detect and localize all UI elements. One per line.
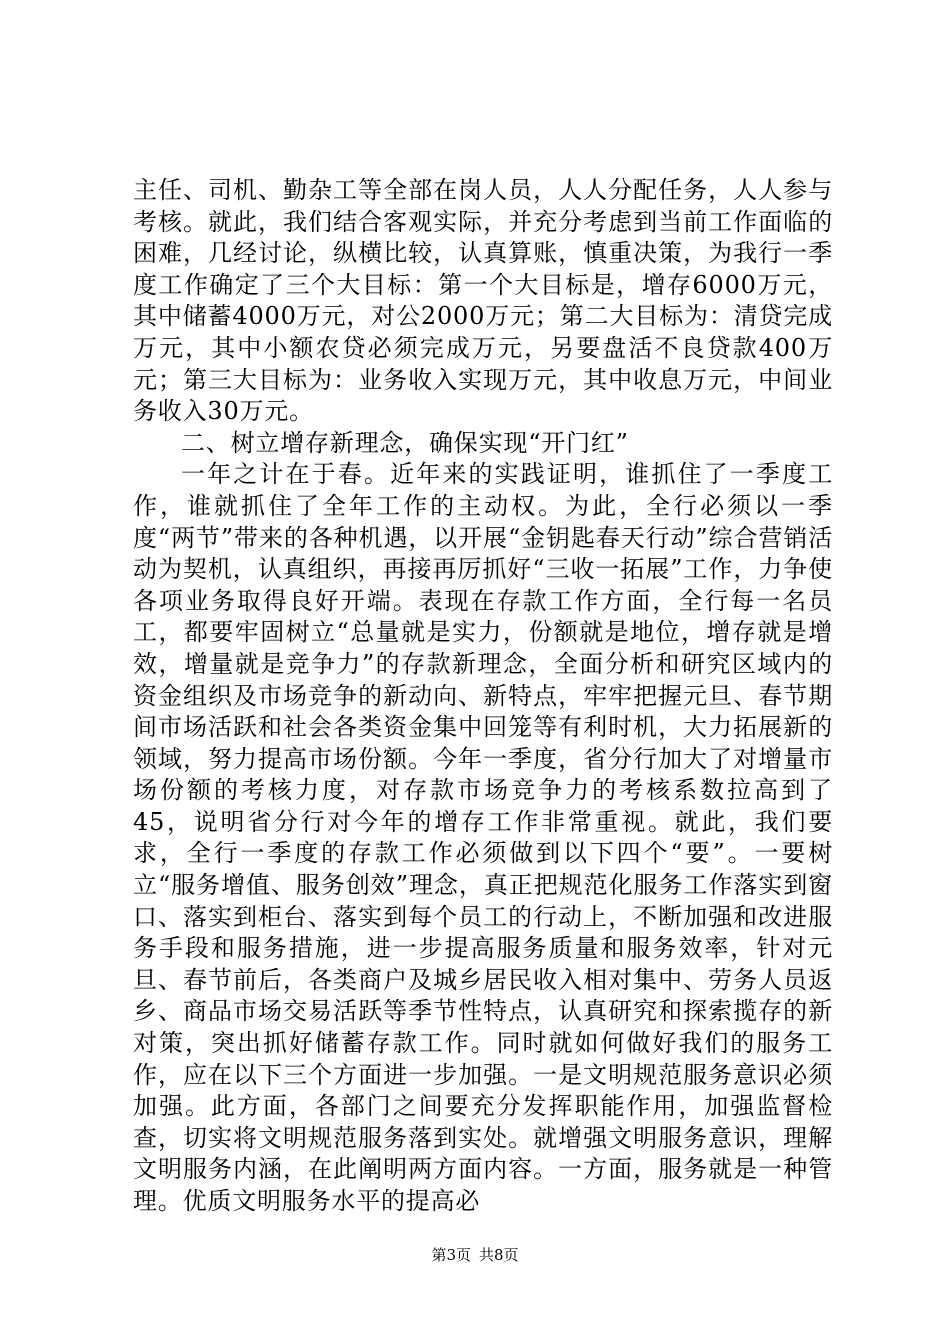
page-number-current: 第3页 [431,1246,471,1264]
document-body [133,175,833,1218]
paragraph-targets: 主任、司机、勤杂工等全部在岗人员，人人分配任务，人人参与考核。就此，我们结合客观实际，并充分考虑到当前工作面临的困难，几经讨论，纵横比较，认真算账，慎重决策，为我行一季度工作确定了三个大目标：第一个大目标是，增存6000万元，其中储蓄4000万元，对公2000万元；第二大目标为：清贷完成万元，其中小额农贷必须完成万元，另要盘活不良贷款400万元；第三大目标为：业务收入实现万元，其中收息万元，中间业务收入30万元。 [133,176,833,426]
page-number-total: 共8页 [479,1246,519,1264]
paragraph-deposit-work: 一年之计在于春。近年来的实践证明，谁抓住了一季度工作，谁就抓住了全年工作的主动权。为此，全行必须以一季度“两节”带来的各种机遇，以开展“金钥匙春天行动”综合营销活动为契机，认真组织，再接再厉抓好“三收一拓展”工作，力争使各项业务取得良好开端。表现在存款工作方面，全行每一名员工，都要牢固树立“总量就是实力，份额就是地位，增存就是增效，增量就是竞争力”的存款新理念，全面分析和研究区域内的资金组织及市场竞争的新动向、新特点，牢牢把握元旦、春节期间市场活跃和社会各类资金集中回笼等有利时机，大力拓展新的领域，努力提高市场份额。今年一季度，省分行加大了对增量市场份额的考核力度，对存款市场竞争力的考核系数拉高到了45，说明省分行对今年的增存工作非常重视。就此，我们要求，全行一季度的存款工作必须做到以下四个“要”。一要树立“服务增值、服务创效”理念，真正把规范化服务工作落实到窗口、落实到柜台、落实到每个员工的行动上，不断加强和改进服务手段和服务措施，进一步提高服务质量和服务效率，针对元旦、春节前后，各类商户及城乡居民收入相对集中、劳务人员返乡、商品市场交易活跃等季节性特点，认真研究和探索揽存的新对策，突出抓好储蓄存款工作。同时就如何做好我们的服务工作，应在以下三个方面进一步加强。一是文明规范服务意识必须加强。此方面，各部门之间要充分发挥职能作用，加强监督检查，切实将文明规范服务落到实处。就增强文明服务意识，理解文明服务内涵，在此阐明两方面内容。一方面，服务就是一种管理。优质文明服务水平的提高必 [133,460,833,1215]
page-footer [0,1245,950,1265]
section-heading: 二、树立增存新理念，确保实现“开门红” [181,428,629,457]
